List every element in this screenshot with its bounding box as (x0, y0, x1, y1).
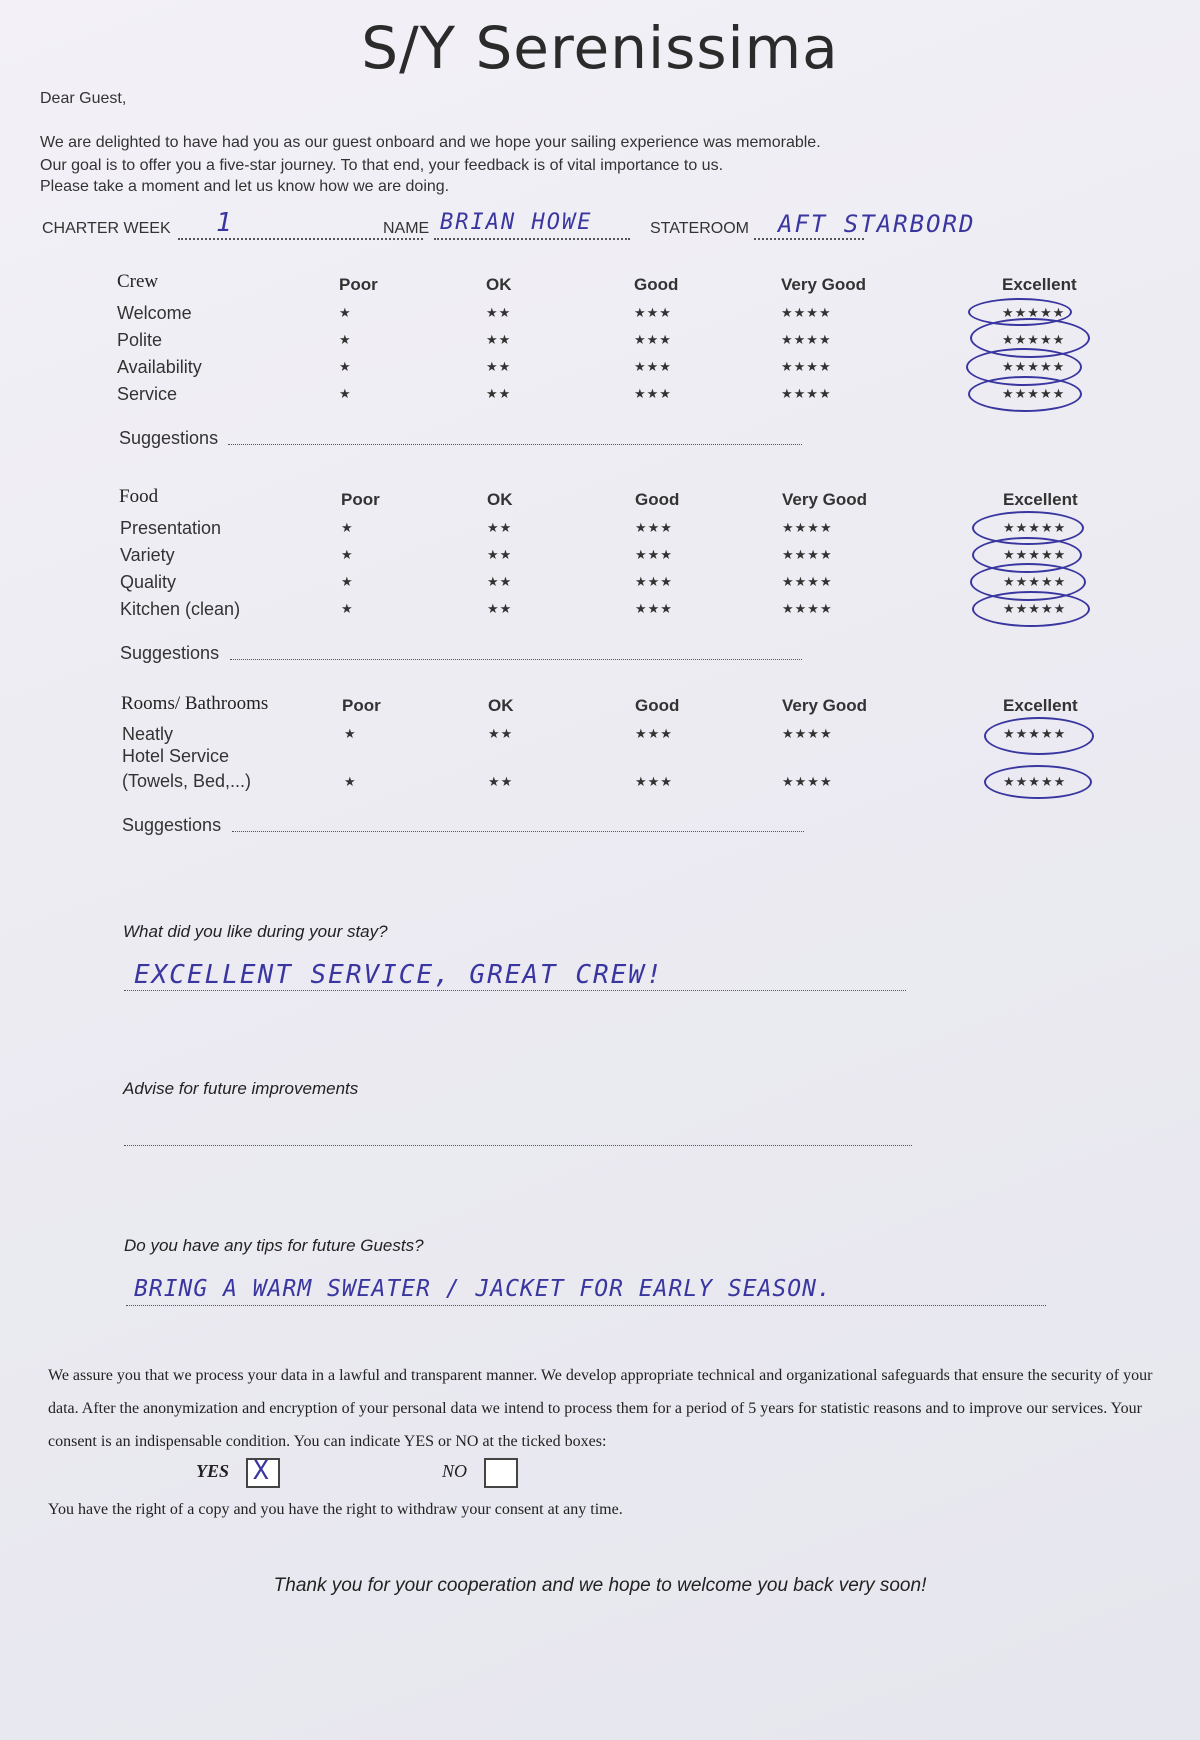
star-5[interactable]: ★★★★★ (1003, 520, 1067, 535)
suggestions-field[interactable] (230, 659, 802, 660)
rating-item-label: Kitchen (clean) (120, 599, 241, 619)
rating-item-label: Welcome (117, 303, 192, 323)
star-2[interactable]: ★★ (487, 601, 513, 616)
header-fields (40, 208, 1160, 248)
section-crew (0, 268, 1200, 448)
star-1[interactable]: ★ (344, 774, 357, 789)
star-2[interactable]: ★★ (488, 726, 514, 741)
star-4[interactable]: ★★★★ (781, 386, 832, 401)
consent-yes-label: YES (196, 1461, 230, 1481)
col-very-good: Very Good (782, 696, 868, 715)
star-5[interactable]: ★★★★★ (1003, 726, 1067, 741)
question-improvements-label: Advise for future improvements (123, 1079, 359, 1098)
star-4[interactable]: ★★★★ (781, 359, 832, 374)
star-3[interactable]: ★★★ (634, 305, 672, 320)
rating-item-label: (Towels, Bed,...) (122, 771, 252, 791)
star-3[interactable]: ★★★ (634, 332, 672, 347)
section-title: Crew (117, 271, 159, 292)
rating-item-label: Neatly (122, 724, 174, 744)
col-good: Good (634, 275, 679, 294)
section-food (0, 483, 1200, 663)
rating-item-label: Service (117, 384, 178, 404)
greeting: Dear Guest, (40, 90, 127, 107)
consent-text: We assure you that we process your data in a lawful and transparent manner. We develop appropriate technical and organizational safeguards that ensure the security of your data. After the anonymization and encryption of your personal data we intend to process them for a period of 5 years for statistic reasons and to improve our services. Your consent is an indispensable condition. You can indicate YES or NO at the ticked boxes: (48, 1367, 1153, 1450)
col-ok: OK (488, 696, 514, 715)
star-4[interactable]: ★★★★ (782, 774, 833, 789)
rating-item-label: Quality (120, 572, 177, 592)
col-good: Good (635, 696, 680, 715)
star-2[interactable]: ★★ (486, 332, 512, 347)
thanks-message: Thank you for your cooperation and we hope to welcome you back very soon! (273, 1575, 927, 1596)
star-3[interactable]: ★★★ (635, 520, 673, 535)
star-5[interactable]: ★★★★★ (1003, 601, 1067, 616)
section-title: Food (119, 486, 159, 507)
star-2[interactable]: ★★ (486, 305, 512, 320)
charter-week-label: CHARTER WEEK (42, 220, 171, 237)
rating-item-label: Presentation (120, 518, 222, 538)
col-poor: Poor (341, 490, 380, 509)
col-excellent: Excellent (1002, 275, 1077, 294)
check-x-icon: X (253, 1456, 271, 1486)
star-3[interactable]: ★★★ (634, 386, 672, 401)
form-title: S/Y Serenissima (361, 14, 839, 82)
col-poor: Poor (339, 275, 378, 294)
star-5[interactable]: ★★★★★ (1002, 359, 1066, 374)
consent-yes-checkbox[interactable] (246, 1458, 280, 1488)
star-2[interactable]: ★★ (488, 774, 514, 789)
star-1[interactable]: ★ (341, 520, 354, 535)
suggestions-field[interactable] (232, 831, 804, 832)
star-4[interactable]: ★★★★ (782, 726, 833, 741)
col-very-good: Very Good (782, 490, 868, 509)
consent-no-label: NO (442, 1461, 468, 1481)
selected-circle (968, 376, 1082, 412)
col-good: Good (635, 490, 680, 509)
star-3[interactable]: ★★★ (635, 601, 673, 616)
star-5[interactable]: ★★★★★ (1002, 305, 1066, 320)
star-1[interactable]: ★ (339, 332, 352, 347)
question-tips-label: Do you have any tips for future Guests? (124, 1236, 424, 1255)
star-4[interactable]: ★★★★ (781, 305, 832, 320)
selected-circle (972, 591, 1090, 627)
star-5[interactable]: ★★★★★ (1003, 774, 1067, 789)
question-liked-answer[interactable]: EXCELLENT SERVICE, GREAT CREW! (134, 960, 664, 990)
star-1[interactable]: ★ (339, 386, 352, 401)
star-1[interactable]: ★ (341, 547, 354, 562)
rating-item-label: Polite (117, 330, 163, 350)
star-1[interactable]: ★ (344, 726, 357, 741)
name-field[interactable]: BRIAN HOWE (440, 210, 593, 235)
rating-item-label: Variety (120, 545, 175, 565)
question-tips-answer[interactable]: BRING A WARM SWEATER / JACKET FOR EARLY SEASON. (134, 1276, 832, 1302)
rating-item-label: Hotel Service (122, 746, 230, 766)
suggestions-label: Suggestions (119, 428, 219, 448)
star-3[interactable]: ★★★ (635, 774, 673, 789)
stateroom-field[interactable]: AFT STARBORD (778, 210, 976, 238)
selected-circle (984, 765, 1092, 799)
star-1[interactable]: ★ (341, 574, 354, 589)
intro-line-1: We are delighted to have had you as our guest onboard and we hope your sailing experience was memorable. (40, 134, 821, 151)
name-label: NAME (383, 220, 430, 237)
star-2[interactable]: ★★ (487, 574, 513, 589)
star-2[interactable]: ★★ (486, 359, 512, 374)
star-3[interactable]: ★★★ (635, 726, 673, 741)
col-very-good: Very Good (781, 275, 867, 294)
star-5[interactable]: ★★★★★ (1003, 574, 1067, 589)
charter-week-field[interactable]: 1 (216, 208, 234, 238)
star-3[interactable]: ★★★ (634, 359, 672, 374)
star-4[interactable]: ★★★★ (782, 574, 833, 589)
selected-circle (984, 717, 1094, 755)
intro-line-2: Our goal is to offer you a five-star journey. To that end, your feedback is of vital importance to us. (40, 157, 724, 174)
col-ok: OK (487, 490, 513, 509)
suggestions-label: Suggestions (122, 815, 222, 835)
question-liked-label: What did you like during your stay? (123, 922, 388, 941)
star-1[interactable]: ★ (341, 601, 354, 616)
rating-item-label: Availability (117, 357, 202, 377)
star-3[interactable]: ★★★ (635, 574, 673, 589)
section-rooms (0, 689, 1200, 839)
star-1[interactable]: ★ (339, 305, 352, 320)
star-4[interactable]: ★★★★ (781, 332, 832, 347)
col-ok: OK (486, 275, 512, 294)
consent-rights: You have the right of a copy and you have the right to withdraw your consent at any time. (48, 1501, 623, 1518)
star-2[interactable]: ★★ (487, 547, 513, 562)
star-5[interactable]: ★★★★★ (1003, 547, 1067, 562)
star-2[interactable]: ★★ (486, 386, 512, 401)
stateroom-label: STATEROOM (650, 220, 749, 237)
star-1[interactable]: ★ (339, 359, 352, 374)
col-excellent: Excellent (1003, 696, 1078, 715)
star-5[interactable]: ★★★★★ (1002, 386, 1066, 401)
section-title: Rooms/ Bathrooms (121, 693, 269, 714)
suggestions-label: Suggestions (120, 643, 220, 663)
col-poor: Poor (342, 696, 381, 715)
star-2[interactable]: ★★ (487, 520, 513, 535)
consent-no-checkbox[interactable] (484, 1458, 518, 1488)
star-4[interactable]: ★★★★ (782, 520, 833, 535)
star-4[interactable]: ★★★★ (782, 601, 833, 616)
star-5[interactable]: ★★★★★ (1002, 332, 1066, 347)
star-4[interactable]: ★★★★ (782, 547, 833, 562)
star-3[interactable]: ★★★ (635, 547, 673, 562)
suggestions-field[interactable] (228, 444, 802, 445)
intro-line-3: Please take a moment and let us know how we are doing. (40, 178, 450, 195)
col-excellent: Excellent (1003, 490, 1078, 509)
